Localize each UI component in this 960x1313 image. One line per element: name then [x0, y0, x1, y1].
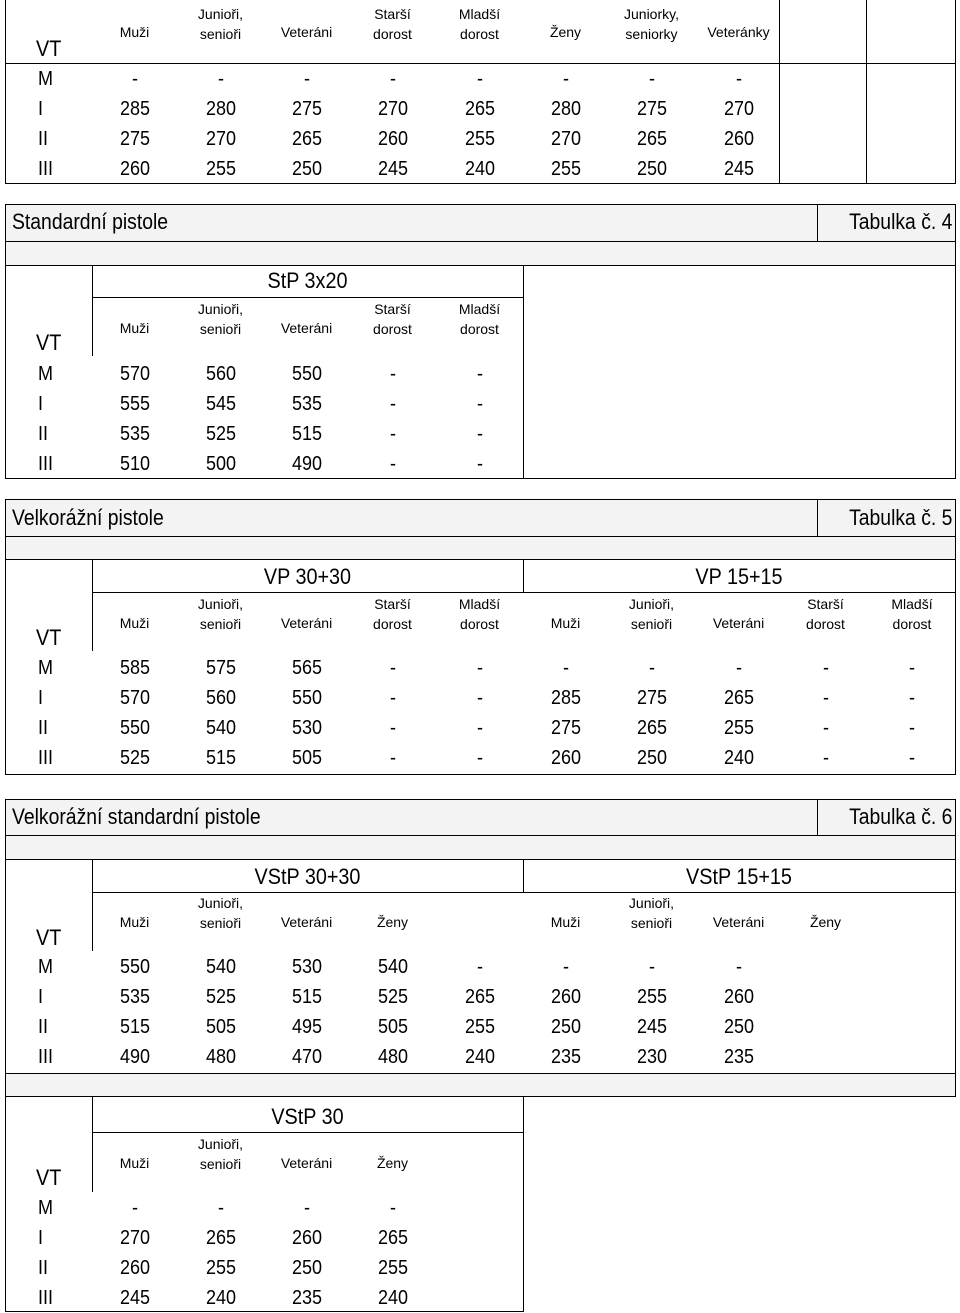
table-cell: - [735, 956, 742, 978]
table-cell: 280 [550, 98, 582, 120]
vt-header: VT [36, 625, 62, 650]
table-cell: 490 [119, 1046, 151, 1068]
row-label: III [38, 453, 54, 475]
table-cell: - [908, 687, 915, 709]
table-cell: - [476, 657, 483, 679]
table-cell: 265 [464, 986, 496, 1008]
table-cell: 510 [119, 453, 151, 475]
table-cell: 535 [119, 423, 151, 445]
table-cell: 235 [291, 1287, 323, 1309]
table-cell: 540 [205, 956, 237, 978]
table-cell: 255 [636, 986, 668, 1008]
table-cell: - [476, 393, 483, 415]
table5-group-left: VP 30+30 [263, 564, 352, 589]
table-cell: 265 [464, 98, 496, 120]
table-cell: 255 [205, 158, 237, 180]
table-cell: 270 [723, 98, 755, 120]
table-cell: 515 [119, 1016, 151, 1038]
table-cell: 585 [119, 657, 151, 679]
table-cell: 265 [377, 1227, 409, 1249]
table-cell: - [822, 657, 829, 679]
table-cell: 490 [291, 453, 323, 475]
table-cell: 260 [550, 747, 582, 769]
table-cell: 265 [636, 717, 668, 739]
table-cell: - [908, 717, 915, 739]
table-cell: 505 [291, 747, 323, 769]
table-cell: 535 [291, 393, 323, 415]
table-cell: 575 [205, 657, 237, 679]
table-cell: 570 [119, 687, 151, 709]
table-cell: 550 [291, 363, 323, 385]
table-cell: 255 [464, 128, 496, 150]
table-cell: 245 [119, 1287, 151, 1309]
table-cell: 505 [377, 1016, 409, 1038]
col-header-veterans: Veteráni [280, 914, 333, 930]
table-cell: 285 [550, 687, 582, 709]
table6-title: Velkorážní standardní pistole [12, 804, 261, 829]
table-cell: 525 [377, 986, 409, 1008]
table-cell: - [562, 68, 569, 90]
col-header-younger-youth-2: Mladší dorost [891, 596, 933, 632]
row-label: III [38, 747, 54, 769]
col-header-men: Muži [119, 1155, 150, 1171]
table-cell: 270 [205, 128, 237, 150]
table-cell: 275 [550, 717, 582, 739]
table-cell: 275 [291, 98, 323, 120]
table-cell: - [131, 68, 138, 90]
col-header-juniors-seniors: Junioři, senioři [197, 895, 244, 931]
table-cell: - [648, 68, 655, 90]
table-cell: 245 [723, 158, 755, 180]
table-cell: - [562, 956, 569, 978]
col-header-junior-senior-women: Juniorky, seniorky [624, 6, 679, 42]
table-cell: - [822, 717, 829, 739]
table-cell: 555 [119, 393, 151, 415]
table-cell: 505 [205, 1016, 237, 1038]
row-label: II [38, 1257, 49, 1279]
vt-header: VT [36, 925, 62, 950]
table-cell: - [389, 717, 396, 739]
table-cell: 255 [464, 1016, 496, 1038]
table5-number: Tabulka č. 5 [848, 505, 952, 530]
table-cell: 480 [205, 1046, 237, 1068]
row-label: III [38, 1046, 54, 1068]
row-label: I [38, 393, 44, 415]
table-cell: 260 [377, 128, 409, 150]
table-cell: 515 [291, 986, 323, 1008]
table-cell: 240 [464, 158, 496, 180]
col-header-men-2: Muži [550, 914, 581, 930]
table-cell: - [389, 1197, 396, 1219]
table-cell: 265 [723, 687, 755, 709]
table-cell: 265 [291, 128, 323, 150]
col-header-men: Muži [119, 24, 150, 40]
table-cell: 270 [119, 1227, 151, 1249]
table-cell: 530 [291, 956, 323, 978]
table5-title: Velkorážní pistole [12, 505, 164, 530]
col-header-veteran-women: Veteránky [707, 24, 770, 40]
table-cell: 570 [119, 363, 151, 385]
table-cell: 500 [205, 453, 237, 475]
col-header-veterans: Veteráni [280, 1155, 333, 1171]
table-cell: 250 [723, 1016, 755, 1038]
table-cell: - [476, 423, 483, 445]
col-header-juniors-seniors: Junioři, senioři [197, 1136, 244, 1172]
table-cell: - [389, 453, 396, 475]
table-cell: 250 [636, 747, 668, 769]
col-header-men: Muži [119, 914, 150, 930]
row-label: II [38, 1016, 49, 1038]
table-cell: - [389, 363, 396, 385]
col-header-women-2: Ženy [809, 914, 842, 930]
row-label: I [38, 1227, 44, 1249]
col-header-juniors-seniors-2: Junioři, senioři [628, 895, 675, 931]
table-cell: - [908, 747, 915, 769]
table-cell: 250 [550, 1016, 582, 1038]
table-cell: - [131, 1197, 138, 1219]
table-cell: 275 [636, 687, 668, 709]
table-cell: 255 [550, 158, 582, 180]
table-cell: 235 [550, 1046, 582, 1068]
table-cell: 250 [291, 1257, 323, 1279]
col-header-men-2: Muži [550, 615, 581, 631]
table-cell: - [389, 687, 396, 709]
col-header-women: Ženy [376, 914, 409, 930]
table-cell: 255 [205, 1257, 237, 1279]
col-header-veterans-2: Veteráni [712, 615, 765, 631]
table-cell: - [648, 657, 655, 679]
table-cell: 470 [291, 1046, 323, 1068]
col-header-veterans: Veteráni [280, 320, 333, 336]
table-cell: - [476, 747, 483, 769]
table-cell: - [389, 393, 396, 415]
table-cell: - [217, 1197, 224, 1219]
table-cell: 535 [119, 986, 151, 1008]
table-cell: 565 [291, 657, 323, 679]
table-cell: 550 [119, 717, 151, 739]
col-header-women: Ženy [376, 1155, 409, 1171]
table-cell: 270 [550, 128, 582, 150]
table-cell: 250 [636, 158, 668, 180]
table-cell: - [389, 657, 396, 679]
table-cell: 280 [205, 98, 237, 120]
vt-header: VT [36, 330, 62, 355]
table4-group-title: StP 3x20 [267, 268, 348, 293]
table-cell: - [822, 687, 829, 709]
table-cell: 255 [377, 1257, 409, 1279]
col-header-men: Muži [119, 320, 150, 336]
table5-group-right: VP 15+15 [695, 564, 783, 589]
table-cell: 240 [205, 1287, 237, 1309]
table4-title: Standardní pistole [12, 209, 169, 234]
col-header-older-youth: Starší dorost [373, 6, 412, 42]
table-cell: 480 [377, 1046, 409, 1068]
table6-group-left: VStP 30+30 [254, 864, 361, 889]
table-cell: 560 [205, 363, 237, 385]
table-cell: - [303, 68, 310, 90]
table-cell: 525 [205, 986, 237, 1008]
table-cell: - [735, 68, 742, 90]
table-cell: 255 [723, 717, 755, 739]
table-cell: 540 [205, 717, 237, 739]
col-header-older-youth-2: Starší dorost [806, 596, 845, 632]
table-cell: 260 [119, 158, 151, 180]
table-cell: - [476, 717, 483, 739]
table-cell: 495 [291, 1016, 323, 1038]
row-label: I [38, 986, 44, 1008]
col-header-men: Muži [119, 615, 150, 631]
table-cell: 545 [205, 393, 237, 415]
table7-group-title: VStP 30 [271, 1104, 344, 1129]
row-label: III [38, 1287, 54, 1309]
table-cell: - [562, 657, 569, 679]
table-cell: 285 [119, 98, 151, 120]
table4-number: Tabulka č. 4 [848, 209, 952, 234]
row-label: II [38, 423, 49, 445]
table-cell: 550 [119, 956, 151, 978]
table-cell: 550 [291, 687, 323, 709]
table-cell: - [648, 956, 655, 978]
table-cell: 275 [636, 98, 668, 120]
row-label: M [38, 956, 54, 978]
table-cell: 530 [291, 717, 323, 739]
table-cell: 265 [636, 128, 668, 150]
table-cell: 260 [119, 1257, 151, 1279]
table-cell: - [389, 747, 396, 769]
col-header-juniors-seniors: Junioři, senioři [197, 301, 244, 337]
table6-number: Tabulka č. 6 [848, 804, 952, 829]
table-cell: 240 [464, 1046, 496, 1068]
table-cell: 240 [377, 1287, 409, 1309]
table-cell: 260 [550, 986, 582, 1008]
col-header-younger-youth: Mladší dorost [458, 596, 501, 632]
table-cell: 260 [291, 1227, 323, 1249]
table-cell: - [303, 1197, 310, 1219]
col-header-veterans: Veteráni [280, 24, 333, 40]
col-header-younger-youth: Mladší dorost [458, 6, 501, 42]
table-cell: 515 [291, 423, 323, 445]
table-cell: - [476, 68, 483, 90]
table-cell: 515 [205, 747, 237, 769]
table-cell: 245 [377, 158, 409, 180]
table-cell: - [476, 687, 483, 709]
table-cell: 245 [636, 1016, 668, 1038]
row-label: II [38, 128, 49, 150]
table-cell: 265 [205, 1227, 237, 1249]
table-cell: 540 [377, 956, 409, 978]
table-cell: 525 [119, 747, 151, 769]
table-cell: 270 [377, 98, 409, 120]
table-cell: 260 [723, 128, 755, 150]
table6-group-right: VStP 15+15 [686, 864, 792, 889]
vt-header: VT [36, 1165, 62, 1190]
row-label: I [38, 98, 44, 120]
col-header-juniors-seniors-2: Junioři, senioři [628, 596, 675, 632]
col-header-older-youth: Starší dorost [373, 596, 412, 632]
table-cell: - [908, 657, 915, 679]
vt-header: VT [36, 36, 62, 61]
col-header-juniors-seniors: Junioři, senioři [197, 596, 244, 632]
table-cell: - [389, 68, 396, 90]
row-label: M [38, 363, 54, 385]
col-header-older-youth: Starší dorost [373, 301, 412, 337]
table-cell: - [822, 747, 829, 769]
table-cell: 230 [636, 1046, 668, 1068]
table-cell: - [389, 423, 396, 445]
table-cell: - [735, 657, 742, 679]
row-label: II [38, 717, 49, 739]
row-label: M [38, 68, 54, 90]
row-label: M [38, 1197, 54, 1219]
table-cell: - [217, 68, 224, 90]
col-header-younger-youth: Mladší dorost [458, 301, 501, 337]
row-label: M [38, 657, 54, 679]
col-header-veterans: Veteráni [280, 615, 333, 631]
col-header-veterans-2: Veteráni [712, 914, 765, 930]
table-cell: - [476, 363, 483, 385]
col-header-juniors-seniors: Junioři, senioři [197, 6, 244, 42]
table-cell: 275 [119, 128, 151, 150]
table-cell: - [476, 453, 483, 475]
table-cell: 560 [205, 687, 237, 709]
table-cell: 235 [723, 1046, 755, 1068]
table-cell: 250 [291, 158, 323, 180]
col-header-women: Ženy [549, 24, 582, 40]
row-label: III [38, 158, 54, 180]
row-label: I [38, 687, 44, 709]
table-cell: 525 [205, 423, 237, 445]
table-cell: - [476, 956, 483, 978]
table-cell: 260 [723, 986, 755, 1008]
table-cell: 240 [723, 747, 755, 769]
